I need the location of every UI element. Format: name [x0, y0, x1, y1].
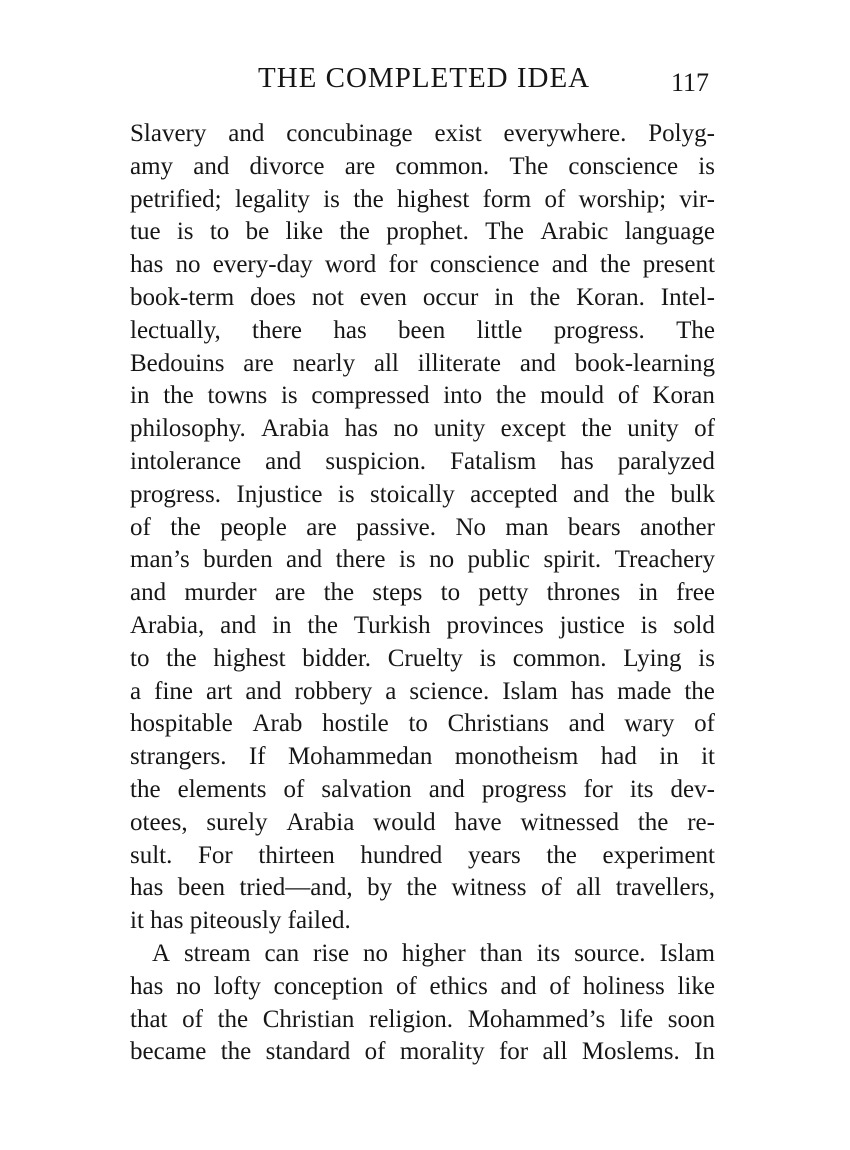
text-line: book-term does not even occur in the Koran. Intel-	[130, 283, 715, 311]
body-text	[130, 118, 715, 1069]
text-line: man’s burden and there is no public spirit. Treachery	[130, 546, 715, 574]
text-line: and murder are the steps to petty thrones in free	[130, 579, 715, 607]
text-line: A stream can rise no higher than its source. Islam	[152, 939, 715, 967]
text-line: in the towns is compressed into the mould of Koran	[130, 382, 715, 410]
text-line: of the people are passive. No man bears another	[130, 513, 715, 541]
text-line: intolerance and suspicion. Fatalism has paralyzed	[130, 447, 715, 475]
text-line: has been tried—and, by the witness of all travellers,	[130, 874, 715, 902]
text-line: has no every-day word for conscience and the present	[130, 251, 715, 279]
text-line: otees, surely Arabia would have witnessed the re-	[130, 808, 715, 836]
text-line: petrified; legality is the highest form of worship; vir-	[130, 185, 715, 213]
page-header	[130, 62, 715, 102]
text-line: a fine art and robbery a science. Islam has made the	[130, 677, 715, 705]
page-number: 117	[670, 68, 709, 97]
text-line: Slavery and concubinage exist everywhere. Polyg-	[130, 120, 715, 147]
text-line: sult. For thirteen hundred years the experiment	[130, 841, 715, 869]
text-line: hospitable Arab hostile to Christians and wary of	[130, 710, 715, 738]
text-line: became the standard of morality for all Moslems. In	[130, 1038, 715, 1066]
text-line: that of the Christian religion. Mohammed’s life soon	[130, 1005, 715, 1033]
text-line: progress. Injustice is stoically accepted and the bulk	[130, 480, 715, 508]
text-line: the elements of salvation and progress for its dev-	[130, 775, 715, 803]
text-line: strangers. If Mohammedan monotheism had in it	[130, 743, 715, 771]
text-line: Arabia, and in the Turkish provinces justice is sold	[130, 611, 715, 639]
text-line: amy and divorce are common. The conscience is	[130, 152, 715, 180]
text-line: it has piteously failed.	[130, 907, 351, 935]
text-line: Bedouins are nearly all illiterate and book-learning	[130, 349, 715, 377]
running-title: THE COMPLETED IDEA	[258, 62, 591, 94]
text-line: philosophy. Arabia has no unity except the unity of	[130, 415, 715, 443]
text-line: to the highest bidder. Cruelty is common. Lying is	[130, 644, 715, 672]
text-line: has no lofty conception of ethics and of holiness like	[130, 972, 715, 1000]
text-line: tue is to be like the prophet. The Arabic language	[130, 218, 715, 246]
text-line: lectually, there has been little progress. The	[130, 316, 715, 344]
